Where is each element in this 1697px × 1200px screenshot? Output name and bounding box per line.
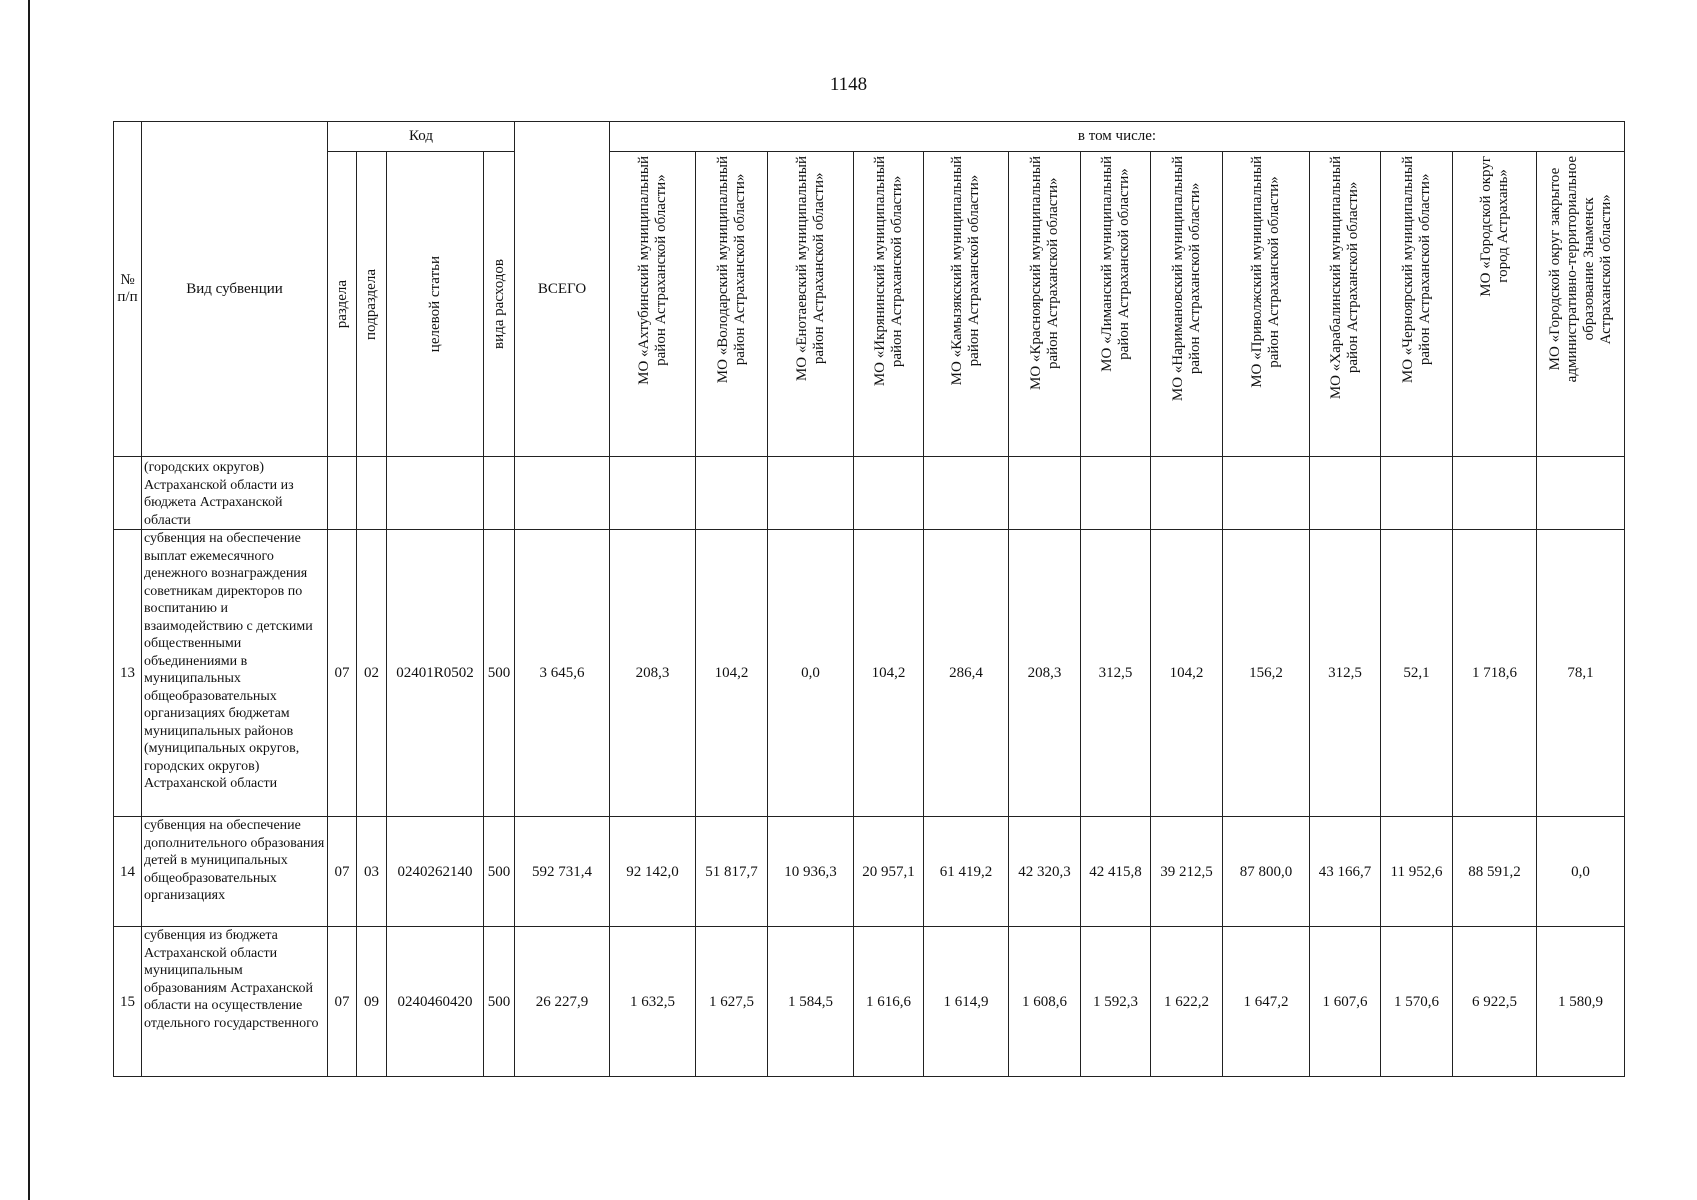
col-header-mo-8-text: МО «Наримановский муниципальный район Астраханской области» bbox=[1169, 156, 1203, 402]
col-header-article-text: целевой статьи bbox=[426, 255, 443, 353]
cell-mo-5: 1 614,9 bbox=[924, 927, 1009, 1077]
col-header-mo-6-text: МО «Красноярский муниципальный район Астраханской области» bbox=[1027, 156, 1061, 391]
cell-mo-1: 1 632,5 bbox=[610, 927, 696, 1077]
cell-total: 592 731,4 bbox=[515, 817, 610, 927]
cell-desc: субвенция из бюджета Астраханской области муниципальным образованиям Астраханской области на осуществление отдельного государственного bbox=[142, 927, 328, 1077]
col-header-mo-13-text: МО «Городской округ закрытое административно-территориальное образование Знаменск Астраханской области» bbox=[1546, 156, 1614, 383]
cell-mo-1 bbox=[610, 457, 696, 530]
cell-mo-6 bbox=[1009, 457, 1081, 530]
cell-total: 3 645,6 bbox=[515, 530, 610, 817]
cell-mo-13: 0,0 bbox=[1537, 817, 1625, 927]
subvention-table bbox=[113, 121, 1625, 1077]
col-header-mo-5-text: МО «Камызякский муниципальный район Астраханской области» bbox=[949, 156, 982, 386]
col-header-mo-12 bbox=[1453, 152, 1537, 457]
cell-podrazdel: 03 bbox=[357, 817, 387, 927]
cell-mo-7: 1 592,3 bbox=[1081, 927, 1151, 1077]
cell-num bbox=[114, 457, 142, 530]
cell-article: 02401R0502 bbox=[387, 530, 484, 817]
col-header-code bbox=[328, 122, 515, 152]
col-header-num bbox=[114, 122, 142, 457]
col-header-mo-7 bbox=[1081, 152, 1151, 457]
col-header-including-text: в том числе: bbox=[1077, 128, 1157, 144]
col-header-mo-8 bbox=[1151, 152, 1223, 457]
cell-mo-11: 11 952,6 bbox=[1381, 817, 1453, 927]
cell-mo-6: 208,3 bbox=[1009, 530, 1081, 817]
binding-line bbox=[28, 0, 30, 1200]
col-header-razdel bbox=[328, 152, 357, 457]
cell-article: 0240460420 bbox=[387, 927, 484, 1077]
col-header-podrazdel bbox=[357, 152, 387, 457]
cell-mo-2: 51 817,7 bbox=[696, 817, 768, 927]
cell-razdel bbox=[328, 457, 357, 530]
col-header-total-text: ВСЕГО bbox=[537, 280, 587, 297]
cell-mo-13: 78,1 bbox=[1537, 530, 1625, 817]
cell-num: 15 bbox=[114, 927, 142, 1077]
cell-mo-1: 208,3 bbox=[610, 530, 696, 817]
cell-desc: субвенция на обеспечение выплат ежемесячного денежного вознаграждения советникам директоров по воспитанию и взаимодействию с детскими общественными объединениями в муниципальных общеобразовательных организациях бюджетам муниципальных районов (муниципальных округов, городских округов) Астраханской области bbox=[142, 530, 328, 817]
cell-mo-3 bbox=[768, 457, 854, 530]
cell-podrazdel: 02 bbox=[357, 530, 387, 817]
cell-mo-10: 43 166,7 bbox=[1310, 817, 1381, 927]
cell-total bbox=[515, 457, 610, 530]
cell-podrazdel: 09 bbox=[357, 927, 387, 1077]
cell-mo-10: 1 607,6 bbox=[1310, 927, 1381, 1077]
cell-mo-12 bbox=[1453, 457, 1537, 530]
cell-mo-8: 104,2 bbox=[1151, 530, 1223, 817]
cell-mo-2: 104,2 bbox=[696, 530, 768, 817]
cell-mo-4 bbox=[854, 457, 924, 530]
cell-num: 14 bbox=[114, 817, 142, 927]
cell-article bbox=[387, 457, 484, 530]
cell-mo-13 bbox=[1537, 457, 1625, 530]
cell-mo-10 bbox=[1310, 457, 1381, 530]
cell-mo-4: 20 957,1 bbox=[854, 817, 924, 927]
cell-mo-2: 1 627,5 bbox=[696, 927, 768, 1077]
col-header-mo-10 bbox=[1310, 152, 1381, 457]
cell-mo-1: 92 142,0 bbox=[610, 817, 696, 927]
cell-mo-5: 286,4 bbox=[924, 530, 1009, 817]
page-number: 1148 bbox=[829, 74, 868, 95]
cell-mo-7: 42 415,8 bbox=[1081, 817, 1151, 927]
cell-mo-6: 1 608,6 bbox=[1009, 927, 1081, 1077]
cell-mo-11: 52,1 bbox=[1381, 530, 1453, 817]
col-header-mo-5 bbox=[924, 152, 1009, 457]
cell-mo-5 bbox=[924, 457, 1009, 530]
cell-desc: субвенция на обеспечение дополнительного образования детей в муниципальных общеобразовательных организациях bbox=[142, 817, 328, 927]
col-header-mo-10-text: МО «Харабалинский муниципальный район Астраханской области» bbox=[1328, 156, 1361, 400]
col-header-vid-text: вида расходов bbox=[490, 259, 507, 349]
cell-mo-3: 10 936,3 bbox=[768, 817, 854, 927]
col-header-vid bbox=[484, 152, 515, 457]
cell-podrazdel bbox=[357, 457, 387, 530]
col-header-mo-1 bbox=[610, 152, 696, 457]
col-header-mo-4 bbox=[854, 152, 924, 457]
col-header-mo-13 bbox=[1537, 152, 1625, 457]
col-header-mo-2-text: МО «Володарский муниципальный район Астраханской области» bbox=[714, 156, 748, 384]
cell-mo-6: 42 320,3 bbox=[1009, 817, 1081, 927]
col-header-kind-text: Вид субвенции bbox=[186, 280, 283, 297]
cell-vid: 500 bbox=[484, 927, 515, 1077]
col-header-mo-6 bbox=[1009, 152, 1081, 457]
cell-mo-12: 1 718,6 bbox=[1453, 530, 1537, 817]
col-header-mo-1-text: МО «Ахтубинский муниципальный район Астраханской области» bbox=[635, 156, 669, 385]
table-row bbox=[114, 927, 1625, 1077]
col-header-mo-9 bbox=[1223, 152, 1310, 457]
col-header-mo-11-text: МО «Черноярский муниципальный район Астраханской области» bbox=[1399, 156, 1433, 384]
cell-mo-8: 1 622,2 bbox=[1151, 927, 1223, 1077]
header-row-1 bbox=[114, 122, 1625, 152]
col-header-mo-4-text: МО «Икрянинский муниципальный район Астраханской области» bbox=[871, 156, 905, 387]
col-header-razdel-text: раздела bbox=[333, 279, 350, 329]
col-header-kind bbox=[142, 122, 328, 457]
table-row bbox=[114, 817, 1625, 927]
cell-mo-11: 1 570,6 bbox=[1381, 927, 1453, 1077]
cell-razdel: 07 bbox=[328, 530, 357, 817]
cell-mo-10: 312,5 bbox=[1310, 530, 1381, 817]
cell-mo-9: 1 647,2 bbox=[1223, 927, 1310, 1077]
col-header-mo-7-text: МО «Лиманский муниципальный район Астраханской области» bbox=[1098, 156, 1132, 372]
cell-mo-9: 87 800,0 bbox=[1223, 817, 1310, 927]
cell-vid bbox=[484, 457, 515, 530]
cell-vid: 500 bbox=[484, 817, 515, 927]
cell-mo-13: 1 580,9 bbox=[1537, 927, 1625, 1077]
cell-mo-9 bbox=[1223, 457, 1310, 530]
cell-mo-12: 88 591,2 bbox=[1453, 817, 1537, 927]
cell-vid: 500 bbox=[484, 530, 515, 817]
cell-mo-7 bbox=[1081, 457, 1151, 530]
col-header-article bbox=[387, 152, 484, 457]
col-header-mo-2 bbox=[696, 152, 768, 457]
cell-article: 0240262140 bbox=[387, 817, 484, 927]
cell-mo-7: 312,5 bbox=[1081, 530, 1151, 817]
col-header-mo-3-text: МО «Енотаевский муниципальный район Астраханской области» bbox=[793, 156, 827, 382]
col-header-mo-3 bbox=[768, 152, 854, 457]
cell-mo-11 bbox=[1381, 457, 1453, 530]
col-header-including bbox=[610, 122, 1625, 152]
col-header-mo-9-text: МО «Приволжский муниципальный район Астраханской области» bbox=[1249, 156, 1282, 388]
cell-num: 13 bbox=[114, 530, 142, 817]
col-header-num-text: № п/п bbox=[117, 272, 138, 305]
cell-razdel: 07 bbox=[328, 817, 357, 927]
cell-mo-2 bbox=[696, 457, 768, 530]
cell-total: 26 227,9 bbox=[515, 927, 610, 1077]
cell-mo-4: 104,2 bbox=[854, 530, 924, 817]
col-header-total bbox=[515, 122, 610, 457]
col-header-mo-11 bbox=[1381, 152, 1453, 457]
cell-mo-9: 156,2 bbox=[1223, 530, 1310, 817]
table-row bbox=[114, 530, 1625, 817]
cell-razdel: 07 bbox=[328, 927, 357, 1077]
cell-mo-8: 39 212,5 bbox=[1151, 817, 1223, 927]
cell-mo-4: 1 616,6 bbox=[854, 927, 924, 1077]
header-row-2 bbox=[114, 152, 1625, 457]
cell-mo-3: 0,0 bbox=[768, 530, 854, 817]
cell-mo-5: 61 419,2 bbox=[924, 817, 1009, 927]
cell-mo-8 bbox=[1151, 457, 1223, 530]
cell-mo-12: 6 922,5 bbox=[1453, 927, 1537, 1077]
table-row bbox=[114, 457, 1625, 530]
col-header-code-text: Код bbox=[409, 128, 433, 144]
col-header-mo-12-text: МО «Городской округ город Астрахань» bbox=[1477, 156, 1511, 297]
col-header-podrazdel-text: подраздела bbox=[363, 268, 379, 340]
cell-desc: (городских округов) Астраханской области из бюджета Астраханской области bbox=[142, 457, 328, 530]
cell-mo-3: 1 584,5 bbox=[768, 927, 854, 1077]
